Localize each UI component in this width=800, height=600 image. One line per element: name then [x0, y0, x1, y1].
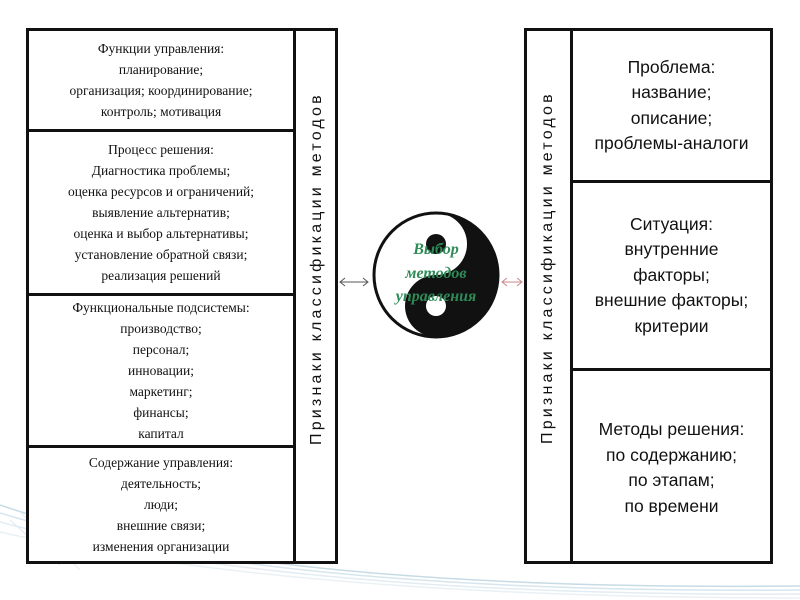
- situation-block: [573, 183, 770, 368]
- block-line: персонал;: [132, 342, 190, 357]
- block-line: организация; координирование;: [69, 83, 253, 98]
- block-line: критерии: [634, 315, 709, 336]
- block-line: Функциональные подсистемы:: [72, 300, 250, 315]
- block-line: по содержанию;: [606, 444, 737, 465]
- block-line: Методы решения:: [598, 419, 745, 439]
- block-line: деятельность;: [121, 476, 201, 491]
- block-line: контроль; мотивация: [100, 104, 222, 119]
- decision-process-block: [29, 132, 293, 293]
- block-line: Диагностика проблемы;: [91, 163, 231, 178]
- block-line: внутренние: [624, 239, 719, 260]
- block-line: Проблема:: [627, 56, 716, 77]
- block-line: Функции управления:: [97, 41, 225, 56]
- block-line: финансы;: [133, 405, 189, 420]
- block-line: изменения организации: [92, 539, 230, 554]
- block-line: капитал: [138, 426, 184, 441]
- block-line: внешние связи;: [116, 518, 206, 533]
- problem-block: [573, 31, 770, 180]
- management-functions-block: [29, 31, 293, 129]
- block-line: выявление альтернатив;: [92, 205, 230, 220]
- center-title-line: Выбор: [413, 241, 459, 258]
- block-line: Содержание управления:: [88, 455, 234, 470]
- management-content-block: [29, 448, 293, 561]
- center-title: [372, 238, 500, 309]
- block-line: установление обратной связи;: [74, 247, 248, 262]
- block-line: оценка ресурсов и ограничений;: [67, 184, 255, 199]
- left-double-arrow-icon: [337, 277, 371, 287]
- block-line: проблемы-аналоги: [594, 133, 749, 153]
- block-line: Ситуация:: [629, 213, 714, 234]
- block-line: факторы;: [633, 264, 710, 285]
- solution-methods-block: [573, 371, 770, 561]
- block-line: планирование;: [118, 62, 204, 77]
- center-title-line: методов: [405, 264, 467, 282]
- center-title-line: управления: [395, 288, 477, 305]
- block-line: производство;: [120, 321, 202, 336]
- right-panel: [524, 28, 773, 564]
- left-panel: [26, 28, 338, 564]
- block-line: реализация решений: [101, 268, 221, 283]
- left-classification-label: Признаки классификации методов: [308, 92, 325, 445]
- left-panel-divider: [293, 31, 296, 561]
- right-double-arrow-icon: [499, 277, 525, 287]
- block-line: название;: [631, 82, 712, 102]
- block-line: инновации;: [127, 363, 195, 378]
- block-line: маркетинг;: [129, 384, 193, 399]
- functional-subsystems-block: [29, 296, 293, 445]
- block-line: внешние факторы;: [594, 290, 749, 311]
- right-classification-label: Признаки классификации методов: [539, 91, 556, 444]
- block-line: оценка и выбор альтернативы;: [73, 226, 249, 241]
- block-line: по времени: [624, 495, 719, 516]
- block-line: описание;: [630, 107, 713, 128]
- block-line: по этапам;: [628, 470, 715, 490]
- block-line: Процесс решения:: [108, 142, 214, 157]
- block-line: люди;: [144, 497, 178, 512]
